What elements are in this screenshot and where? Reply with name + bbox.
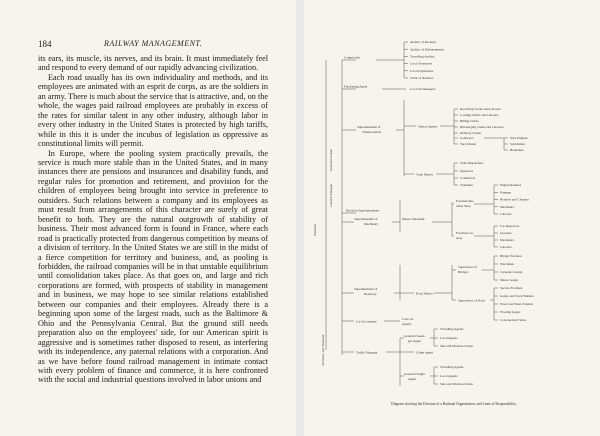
gen-passenger-label: General Passen- [404,334,426,338]
train-item: Train Dispatchers [460,161,484,166]
supt-roadway-label: Superintendent of [354,287,378,291]
car-item: Mechanics [500,238,515,243]
lost-car-label: Agents [402,322,412,326]
gen-freight-label: General Freight [404,372,425,376]
general-manager-label: General Manager [329,183,333,207]
freight-item: Local Agents [440,374,458,379]
foreman-car-label: Foreman Car [456,231,474,235]
station-item: Delivery Clerks [460,131,481,136]
page-number: 184 [38,39,52,49]
supt-roadway-label: Roadway [364,292,377,296]
machine-item: Hostlers and Cleaners [500,197,529,202]
diagram-caption: Diagram showing the Division of a Railroad Organization, and Lines of Responsibility. [391,402,517,406]
master-mechanic-label: Master Mechanic [402,217,425,221]
body-text [38,54,268,430]
station-item: Collectors [460,136,474,141]
station-item: Yard Master [460,142,477,147]
machine-item: Engine Runners [500,183,522,188]
paragraph: its ears, its muscle, its nerves, and its brain. It must immediately feel and respond to every demand of our rapidly advancing civilization. [38,54,268,73]
machine-item: Laborers [500,212,512,217]
foreman-machine-label: chine Shop [456,204,471,208]
train-master-label: Train Master [416,172,434,177]
yard-item: Brakemen [510,148,524,153]
supervisors-road-label: Supervisors of Road [458,298,485,303]
car-item: Laborers [500,245,512,250]
running-title: RAILWAY MANAGEMENT. [104,39,203,48]
road-item: Construction Trains [500,318,527,323]
station-item: Billing Clerks [460,119,479,124]
car-item: Greasers [500,231,512,236]
passenger-item: Local Agents [440,336,458,341]
machine-item: Firemen [500,190,511,195]
paragraph: Each road usually has its own individuality and methods, and its employees are animated with an esprit de corps, as are the soldiers in an army. There is much about the service that is attractive, and, on the whole, the wages paid railroad employees are probably in excess of the rates for similar talent in any other industry, although labor in every other industry in the United States is protected by high tariffs, while in this it is under the incubus of legislation as oppressive as constitutional limits will permit. [38,72,268,149]
comptroller-item: Auditor of Receipts [410,40,437,45]
purchasing-item: Local Storekeepers [410,87,436,91]
comptroller-item: Clerk of Statistics [410,76,434,81]
foreman-machine-label: Foreman Ma- [456,199,475,203]
lost-car-label: Lost Car [402,317,414,321]
car-item: Car Inspectors [500,224,520,229]
supervisors-bridges-label: Supervisors of [458,265,478,269]
comptroller-item: Auditor of Disbursements [410,47,445,52]
gen-freight-label: Agent [408,377,417,381]
freight-item: Travelling Agents [440,365,464,370]
supt-transport-label: Transportation [362,130,382,134]
road-master-label: Road Master [416,291,433,296]
machine-item: Mechanics [500,204,515,209]
road-item: Gangs and Track Walkers [500,294,534,299]
supt-transport-label: Superintendent of [357,125,381,129]
comptroller-item: Travelling Auditor [410,54,435,59]
car-accountant-label: Car Accountant [356,319,377,324]
yard-item: Switchmen [510,142,525,147]
station-item: Discharging Clerks and Laborers [460,125,504,130]
bridge-item: Watchmen [500,262,515,267]
station-item: Receiving Clerks and Laborers [460,107,501,112]
supt-machinery-label: Superintendent of [354,217,378,221]
paragraph: In Europe, where the pooling system practically prevails, the service is much more stable than in the United States, and in many instances there are pensions and insurances and disability funds, and regular rules for promotion and retirement, and provision for the children of employees being brought into service in preference to outsiders. Such relations between a company and its employees as must result from arrangements of this character are surely of great benefit to both. They are the natural outgrowth of stability of business. Their most advanced form is found in France, where each road is practically protected from dangerous competition by means of a division of territory. In the United States we are still in the midst of a fierce competition for territory and business, and, as pooling is forbidden, the railroad companies will be in that unstable equilibrium until consolidation takes place. As that goes on, and large and rich corporations are formed, with prospects of stability in management and in business, we may hope to see similar relations established between our companies and their employees. Already there is a beginning upon some of the largest roads, such as the Baltimore & Ohio and the Pennsylvania Central. But the ground still needs preparation also on the employees' side, for our American spirit is aggressive and is sometimes rather disposed to resent, as interfering with its independence, any paternal relations with a corporation. And as we have before found railroad management in intimate contact with every problem of finance and commerce, it is here confronted with the social and industrial questions involved in labor unions and [38,148,268,385]
road-item: Section Foremen [500,286,523,291]
president-label: President [313,223,317,237]
comptroller-item: Local Paymasters [410,68,434,73]
bridge-item: Bridge Foremen [500,254,522,259]
page-header [38,39,268,51]
passenger-item: Travelling Agents [440,327,464,332]
traffic-manager-label: Traffic Manager [356,350,378,355]
gen-passenger-label: ger Agent [408,339,421,343]
train-item: Conductors [460,176,476,181]
supervisors-bridges-label: Bridges [458,270,469,274]
bridge-item: Mason Gangs [500,278,519,283]
freight-item: Sale and Division Clerks [440,382,473,387]
division-supts-label: Division Superintendents [346,208,380,213]
supt-machinery-label: Machinery [364,222,379,226]
road-item: Floating Gangs [500,310,521,315]
right-page [304,0,600,436]
train-item: Operators [460,169,473,174]
bridge-item: Carpenter Gangs [500,270,523,275]
purchasing-agent-label: Purchasing Agent [344,84,368,89]
organization-chart [304,0,600,436]
yard-item: Yard Engines [510,136,528,141]
secretary-treasurer-label: Secretary and Treasurer [321,334,325,366]
road-item: Wood and Water Tenders [500,302,534,307]
station-agents-label: Station Agents [418,124,438,129]
comptroller-item: Local Treasurers [410,61,433,66]
general-counsel-label: General Counsel [329,148,333,172]
passenger-item: Sale and Division Clerks [440,344,473,349]
station-item: Loading Clerks and Laborers [460,113,499,118]
claim-agent-label: Claim Agent [416,350,433,355]
left-page [0,0,296,436]
foreman-car-label: shop [456,236,463,240]
comptroller-label: Comptroller [344,55,361,60]
train-item: Trainmen [460,183,473,188]
